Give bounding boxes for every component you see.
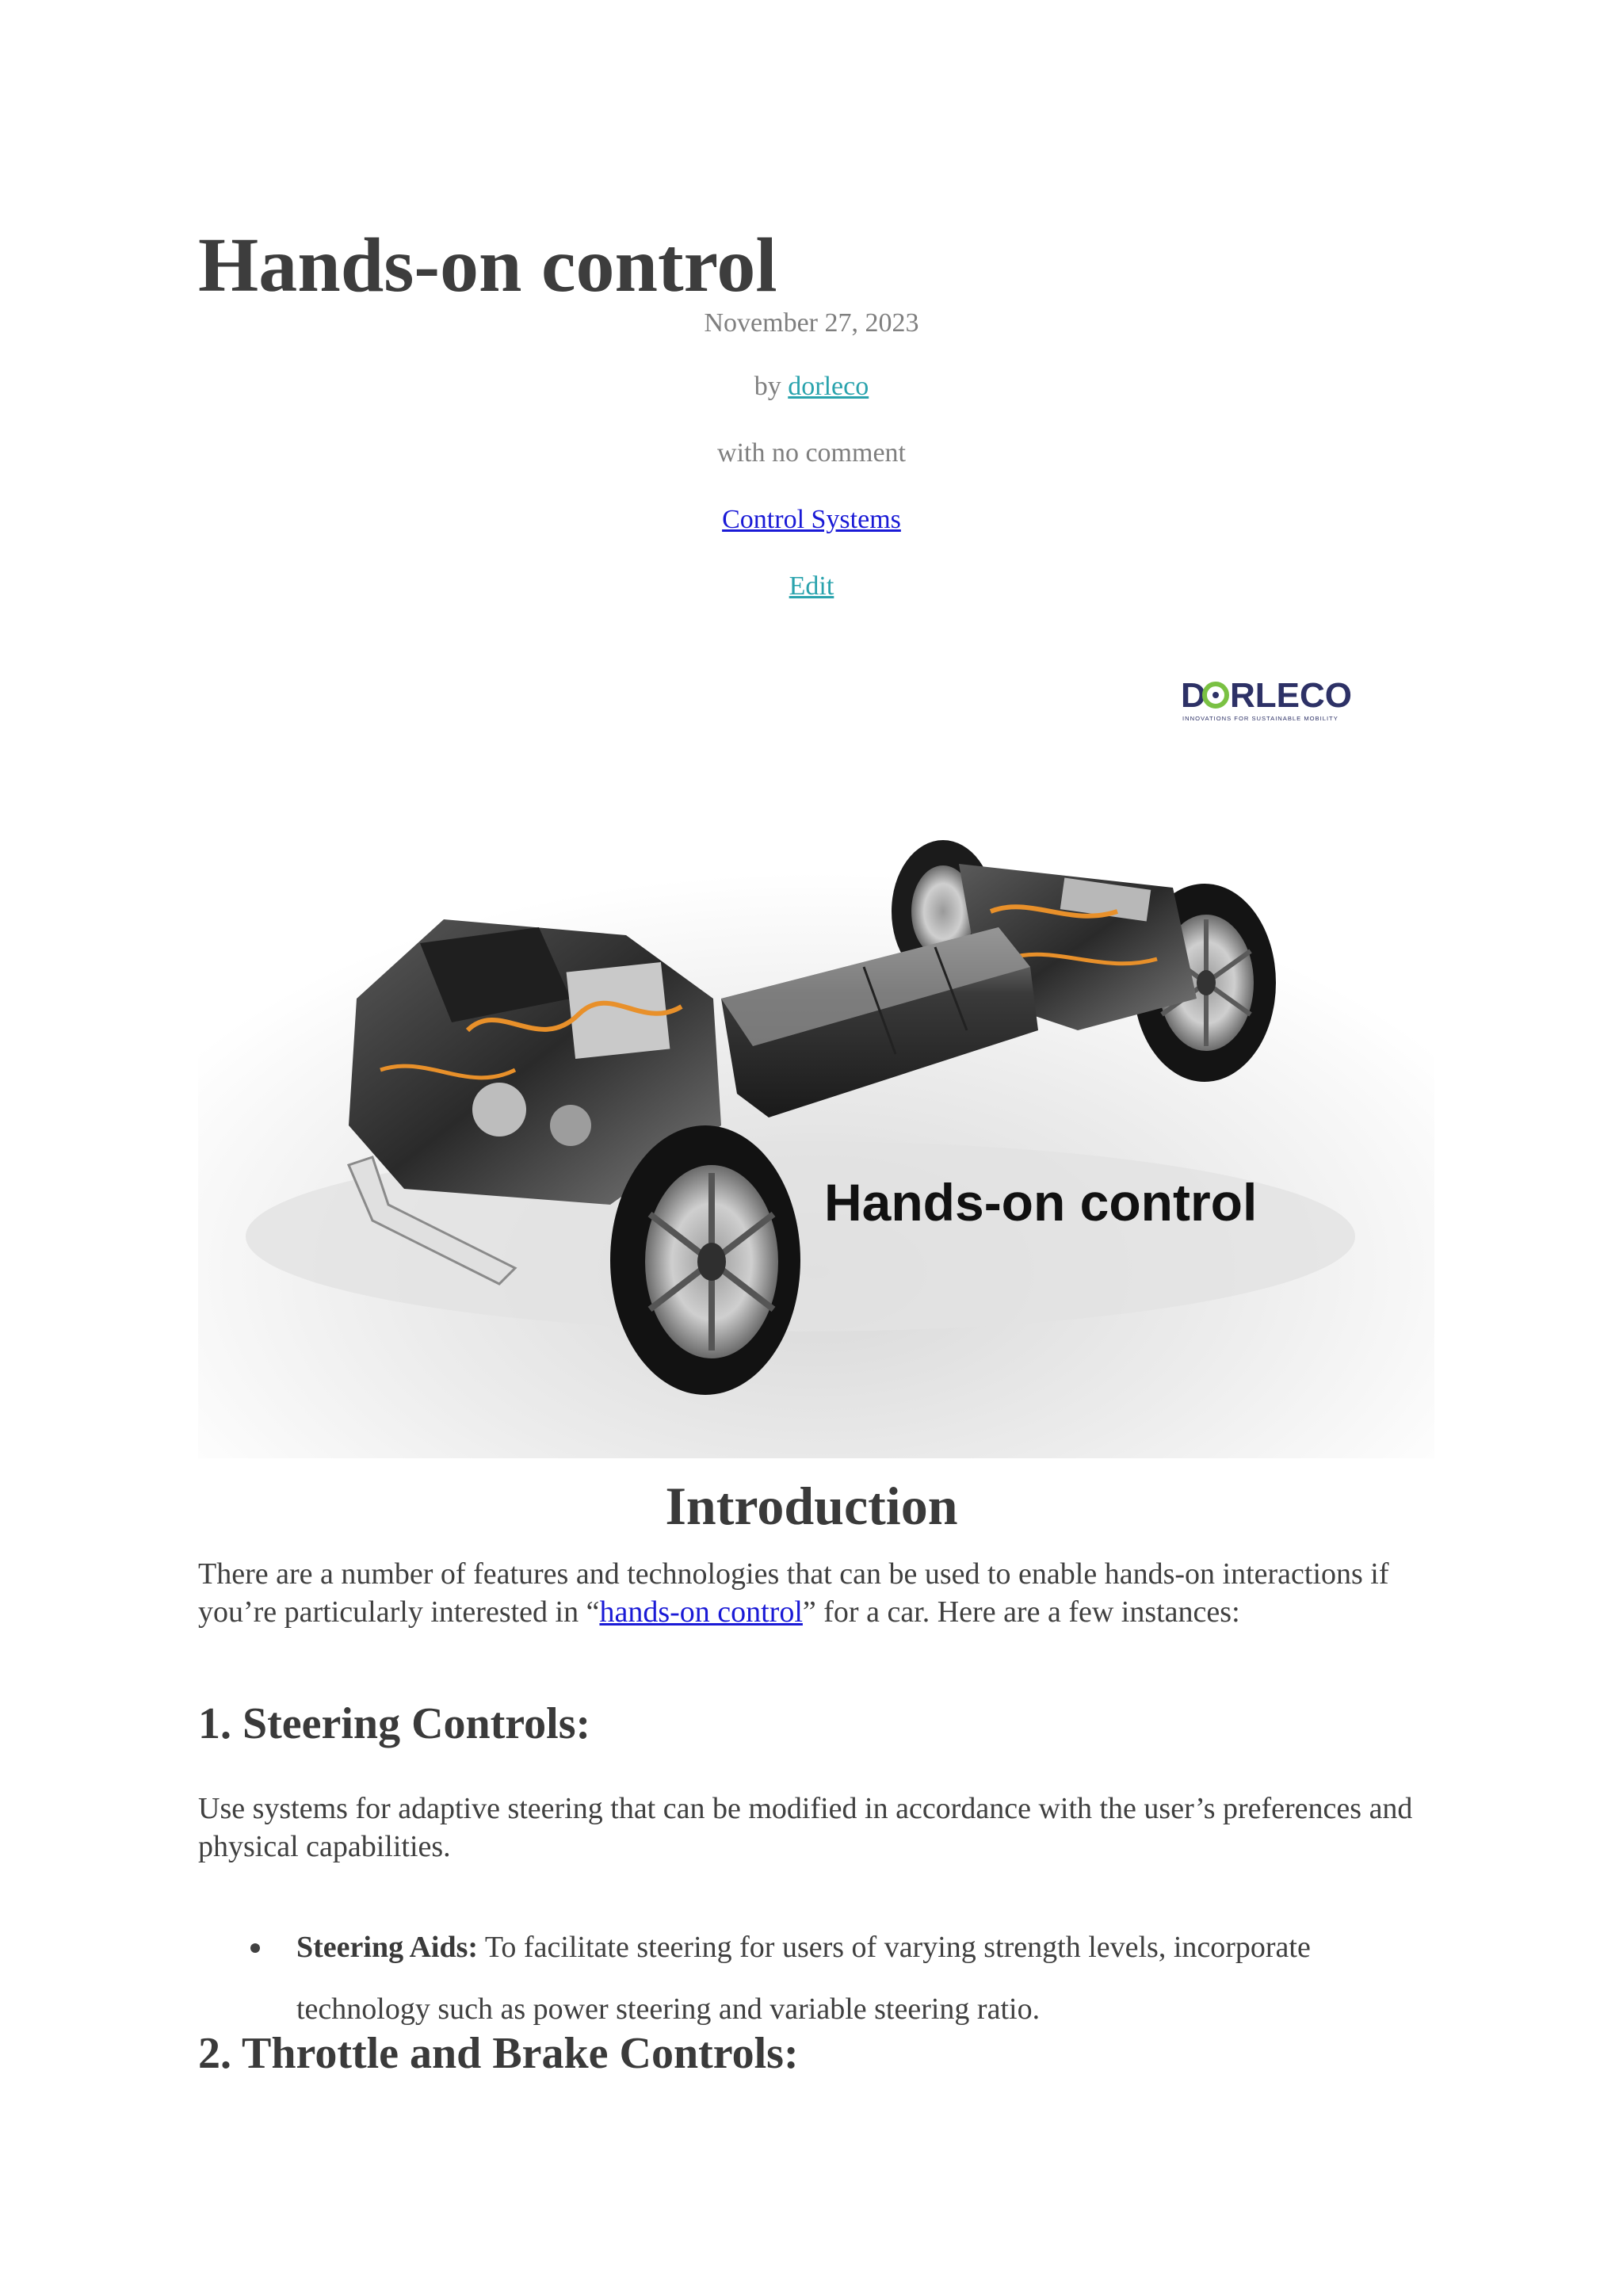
category-link[interactable]: Control Systems — [722, 505, 901, 534]
steering-bullet-list — [198, 1916, 1434, 2040]
edit-link[interactable]: Edit — [789, 571, 834, 601]
list-item — [198, 1916, 1434, 2040]
introduction-heading: Introduction — [665, 1476, 958, 1536]
throttle-brake-heading: 2. Throttle and Brake Controls: — [198, 2029, 799, 2078]
steering-controls-heading: 1. Steering Controls: — [198, 1699, 591, 1748]
byline-prefix: by — [754, 372, 789, 401]
steering-paragraph: Use systems for adaptive steering that can be modified in accordance with the user’s preferences and physical capabilities. — [198, 1792, 1413, 1863]
hero-overlay-text: Hands-on control — [824, 1173, 1258, 1232]
hero-image — [198, 793, 1434, 1458]
intro-text-start: There are a number of features and technologies that can be used to enable hands-on interactions if you’re particularly interested in “ — [198, 1557, 1389, 1629]
logo-wordmark: RLECO — [1230, 676, 1352, 715]
category-row — [0, 504, 1623, 536]
bullet-icon — [250, 1943, 260, 1953]
intro-paragraph — [198, 1555, 1434, 1631]
page-title: Hands-on control — [198, 223, 777, 308]
bullet-label: Steering Aids: — [296, 1931, 479, 1964]
logo-tagline: INNOVATIONS FOR SUSTAINABLE MOBILITY — [1182, 715, 1338, 722]
author-link[interactable]: dorleco — [788, 372, 869, 401]
bullet-text: To facilitate steering for users of varying strength levels, incorporate technology such as power steering and variable steering ratio. — [296, 1931, 1311, 2026]
logo-o-center — [1212, 692, 1219, 698]
post-byline — [0, 371, 1623, 403]
hands-on-control-link[interactable]: hands-on control — [599, 1595, 803, 1629]
comment-count: with no comment — [717, 438, 906, 468]
edit-row — [0, 571, 1623, 602]
logo-letter-d: D — [1181, 676, 1206, 715]
front-right-wheel — [610, 1125, 800, 1395]
intro-text-end: ” for a car. Here are a few instances: — [802, 1595, 1240, 1629]
dorleco-logo — [1181, 675, 1371, 724]
post-date: November 27, 2023 — [704, 308, 919, 338]
